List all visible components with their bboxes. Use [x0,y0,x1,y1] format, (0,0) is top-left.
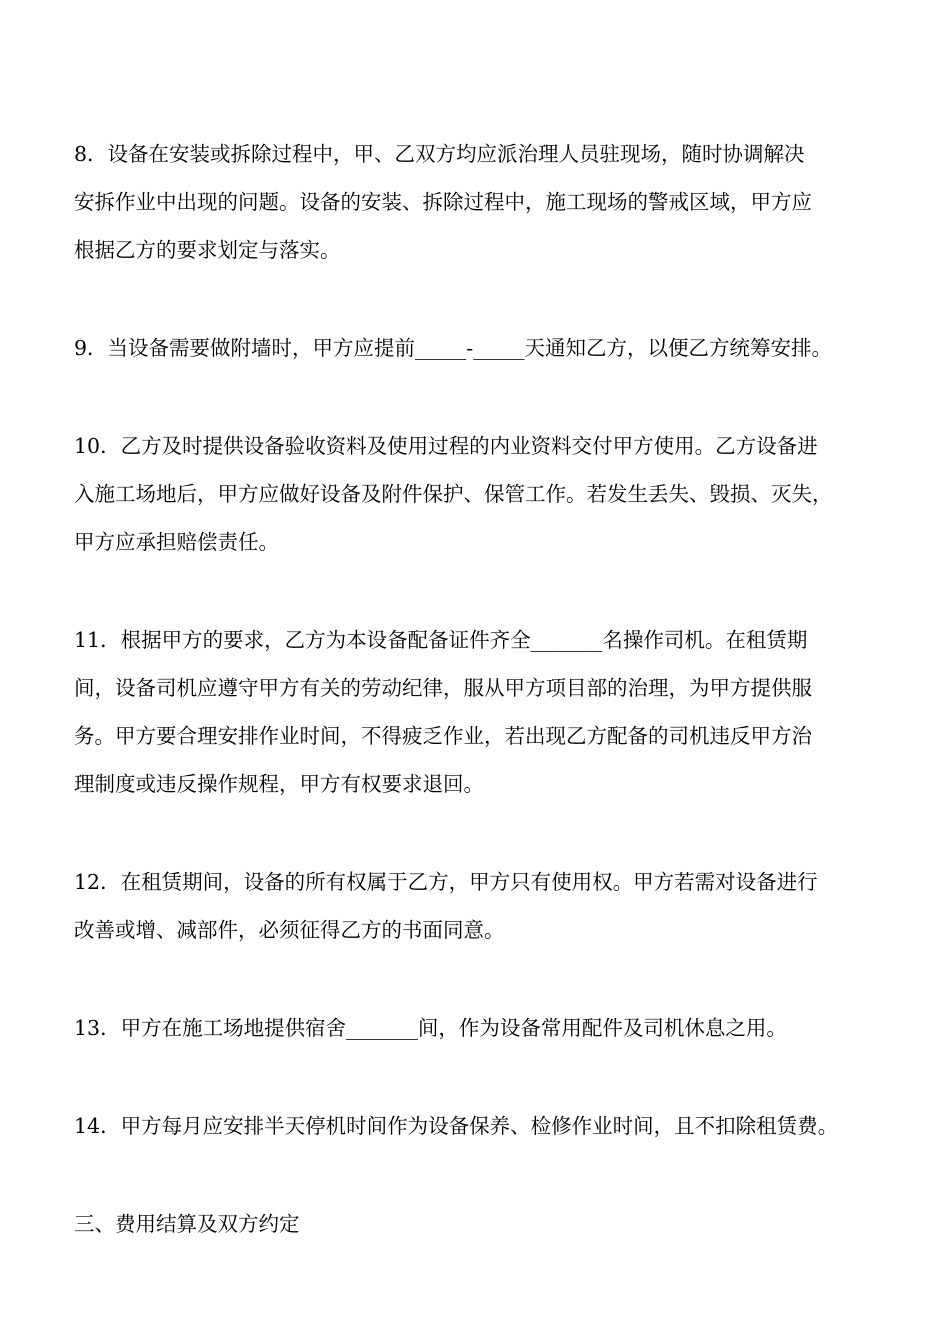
clause-11-line-3: 务。甲方要合理安排作业时间，不得疲乏作业，若出现乙方配备的司机违反甲方治 [74,724,812,748]
clause-14-line-1: 14．甲方每月应安排半天停机时间作为设备保养、检修作业时间，且不扣除租赁费。 [74,1114,839,1138]
document-page [74,130,886,1248]
clause-8 [74,130,886,274]
clause-12-line-1: 12．在租赁期间，设备的所有权属于乙方，甲方只有使用权。甲方若需对设备进行 [74,870,818,894]
clause-11 [74,616,886,808]
clause-8-line-3: 根据乙方的要求划定与落实。 [74,238,341,262]
clause-10-line-2: 入施工场地后，甲方应做好设备及附件保护、保管工作。若发生丢失、毁损、灭失， [74,482,833,506]
clause-9 [74,324,886,372]
clause-8-line-2: 安拆作业中出现的问题。设备的安装、拆除过程中，施工现场的警戒区域，甲方应 [74,190,812,214]
clause-12 [74,858,886,954]
clause-11-line-2: 间，设备司机应遵守甲方有关的劳动纪律，服从甲方项目部的治理，为甲方提供服 [74,676,812,700]
clause-13-line-1: 13．甲方在施工场地提供宿舍_______间，作为设备常用配件及司机休息之用。 [74,1016,787,1040]
clause-8-line-1: 8．设备在安装或拆除过程中，甲、乙双方均应派治理人员驻现场，随时协调解决 [74,142,805,166]
section-heading [74,1200,886,1248]
clause-14 [74,1102,886,1150]
clause-9-line-1: 9．当设备需要做附墙时，甲方应提前_____-_____天通知乙方，以便乙方统筹安排。 [74,336,832,360]
clause-11-line-4: 理制度或违反操作规程，甲方有权要求退回。 [74,772,484,796]
clause-13 [74,1004,886,1052]
clause-10 [74,422,886,566]
clause-10-line-3: 甲方应承担赔偿责任。 [74,530,279,554]
clause-10-line-1: 10．乙方及时提供设备验收资料及使用过程的内业资料交付甲方使用。乙方设备进 [74,434,818,458]
clause-12-line-2: 改善或增、减部件，必须征得乙方的书面同意。 [74,918,505,942]
clause-11-line-1: 11．根据甲方的要求，乙方为本设备配备证件齐全_______名操作司机。在租赁期 [74,628,808,652]
section-heading-text: 三、费用结算及双方约定 [74,1212,300,1236]
